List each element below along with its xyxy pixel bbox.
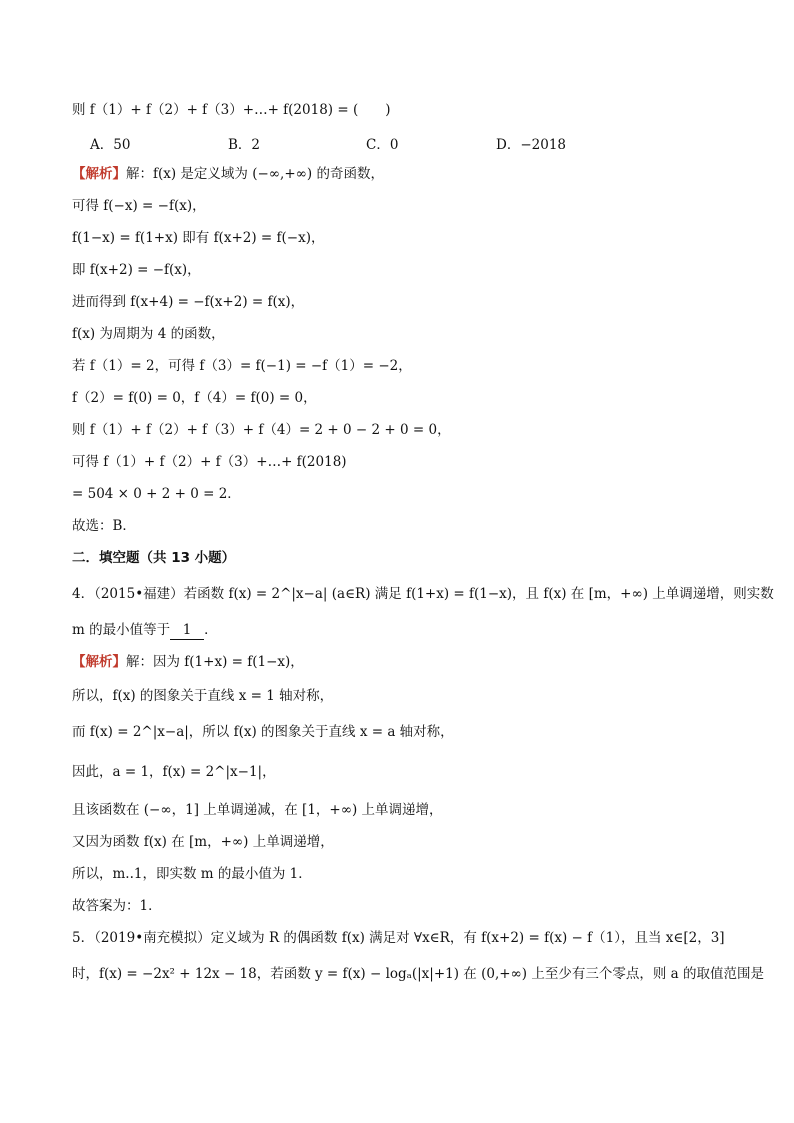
q4-solution-line: 故答案为：1． [72, 898, 162, 914]
q3-solution-line: 即 f(x+2) = −f(x)， [72, 262, 201, 278]
q3-solution-line: f(x) 为周期为 4 的函数， [72, 326, 225, 342]
q4-solution-line: 所以，m..1，即实数 m 的最小值为 1． [72, 866, 312, 882]
q3-option-b[interactable]: B．2 [228, 137, 261, 153]
q4-solution-line: 又因为函数 f(x) 在 [m，+∞) 上单调递增， [72, 834, 334, 850]
q3-stem: 则 f（1）+ f（2）+ f（3）+…+ f(2018) = ( ) [72, 102, 391, 118]
q4-solution-line: 所以，f(x) 的图象关于直线 x = 1 轴对称， [72, 688, 334, 704]
section-title: 二．填空题（共 13 小题） [72, 550, 236, 566]
analysis-tag: 【解析】 [72, 166, 126, 182]
q4-solution-line: 且该函数在 (−∞，1] 上单调递减，在 [1，+∞) 上单调递增， [72, 802, 443, 818]
analysis-tag: 【解析】 [72, 654, 126, 670]
q5-stem-line2: 时，f(x) = −2x² + 12x − 18，若函数 y = f(x) − logₐ(|x|+1) 在 (0,+∞) 上至少有三个零点，则 a 的取值范围是 [72, 966, 764, 982]
q3-solution-line: 可得 f（1）+ f（2）+ f（3）+…+ f(2018) [72, 454, 347, 470]
q3-solution-line: 可得 f(−x) = −f(x)， [72, 198, 206, 214]
q4-stem-line2 [72, 620, 218, 640]
q4-answer-blank[interactable]: 1 [170, 621, 204, 640]
q3-solution-line: f（2）= f(0) = 0，f（4）= f(0) = 0， [72, 390, 317, 406]
q4-stem-line1: 4．（2015•福建）若函数 f(x) = 2^|x−a| (a∈R) 满足 f(1+x) = f(1−x)，且 f(x) 在 [m，+∞) 上单调递增，则实数 [72, 586, 774, 602]
q3-option-a[interactable]: A．50 [90, 137, 131, 153]
q3-solution-line: 若 f（1）= 2，可得 f（3）= f(−1) = −f（1）= −2， [72, 358, 412, 374]
q3-solution-line: = 504 × 0 + 2 + 0 = 2． [72, 486, 241, 502]
q3-solution-line [72, 164, 384, 184]
q5-stem-line1: 5．（2019•南充模拟）定义域为 R 的偶函数 f(x) 满足对 ∀x∈R，有 f(x+2) = f(x) − f（1），且当 x∈[2，3] [72, 930, 725, 946]
q3-options [90, 133, 650, 153]
q4-solution-line: 而 f(x) = 2^|x−a|，所以 f(x) 的图象关于直线 x = a 轴对称， [72, 724, 454, 740]
q4-stem-suffix: ． [204, 622, 218, 638]
q3-solution-line: 则 f（1）+ f（2）+ f（3）+ f（4）= 2 + 0 − 2 + 0 = 0， [72, 422, 451, 438]
q3-option-d[interactable]: D．−2018 [496, 137, 566, 153]
q3-solution-line: 故选：B． [72, 518, 136, 534]
q3-solution-line: f(1−x) = f(1+x) 即有 f(x+2) = f(−x)， [72, 230, 325, 246]
solution-text: 解：因为 f(1+x) = f(1−x)， [126, 654, 304, 670]
q3-option-c[interactable]: C．0 [366, 137, 399, 153]
solution-text: 解：f(x) 是定义域为 (−∞,+∞) 的奇函数， [126, 166, 384, 182]
q3-solution-line: 进而得到 f(x+4) = −f(x+2) = f(x)， [72, 294, 305, 310]
q4-solution-line [72, 652, 304, 672]
q4-solution-line: 因此，a = 1，f(x) = 2^|x−1|， [72, 764, 276, 780]
q4-stem-prefix: m 的最小值等于 [72, 622, 171, 638]
